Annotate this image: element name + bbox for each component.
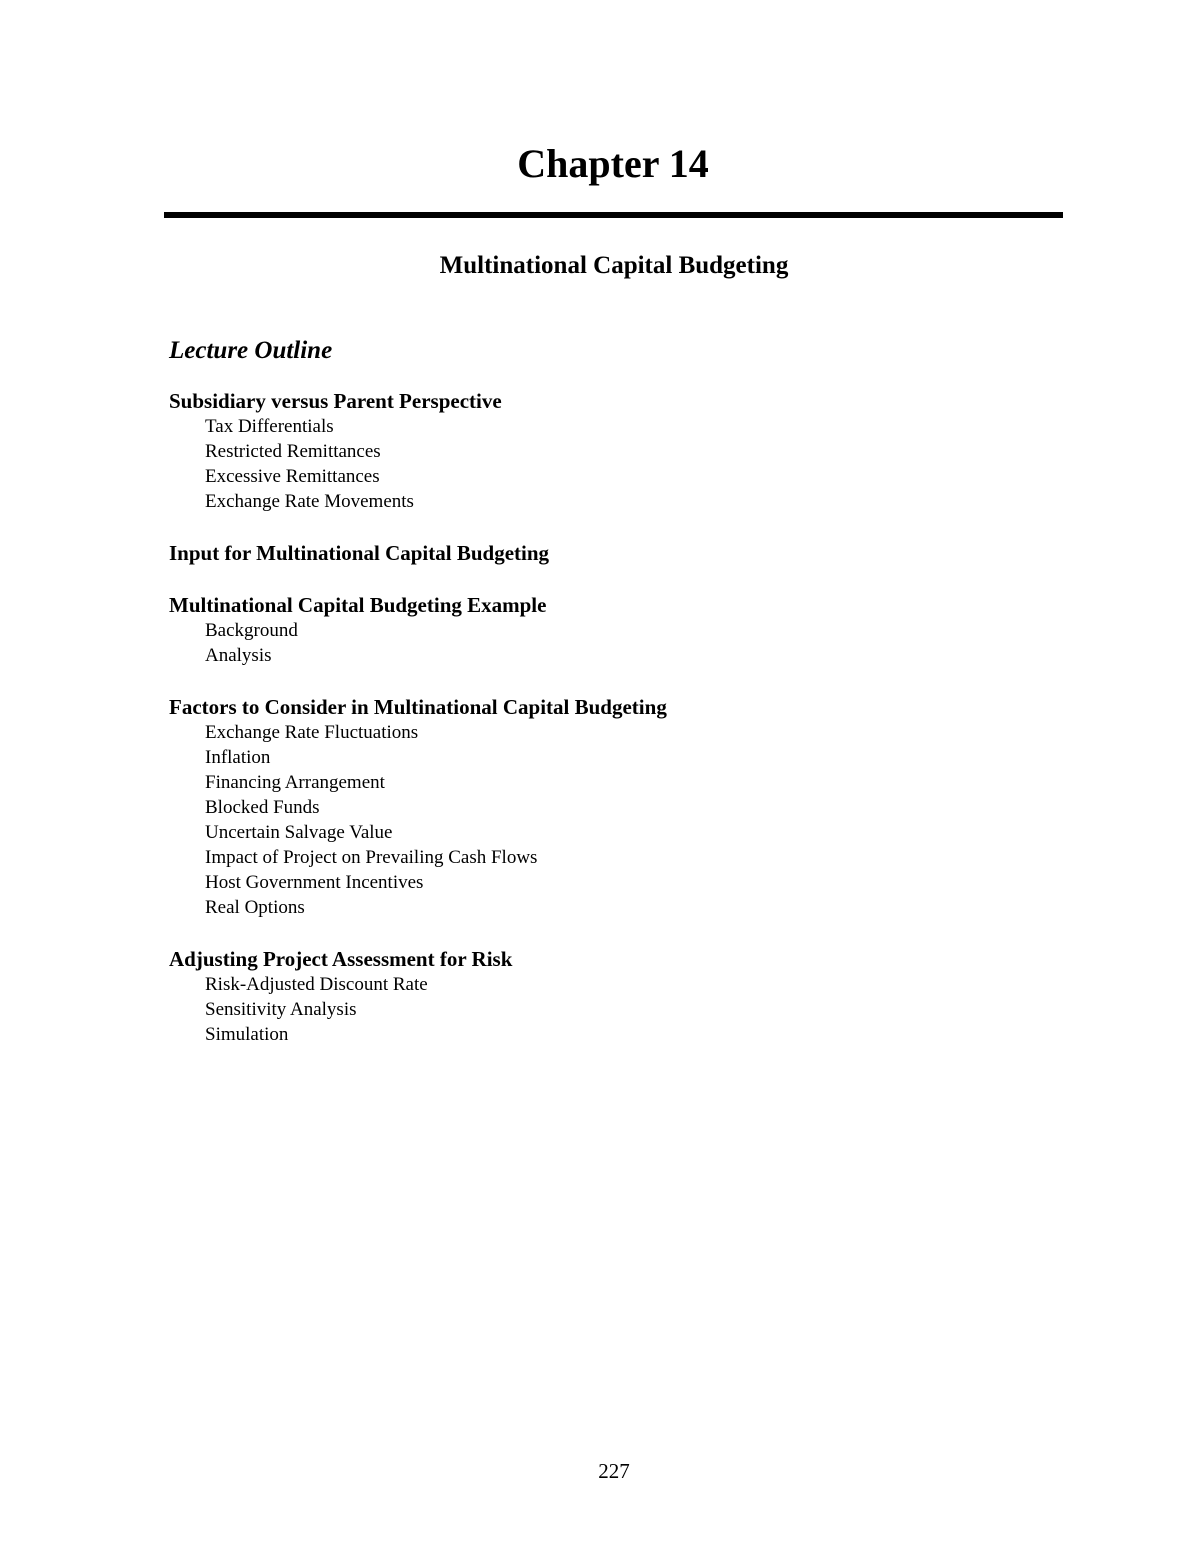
page-number: 227 bbox=[598, 1459, 630, 1483]
outline-section bbox=[169, 592, 1069, 668]
section-title: Input for Multinational Capital Budgeting bbox=[169, 541, 550, 565]
section-item: Financing Arrangement bbox=[205, 772, 385, 793]
section-item: Inflation bbox=[205, 747, 271, 768]
section-title: Subsidiary versus Parent Perspective bbox=[169, 389, 502, 413]
section-item: Restricted Remittances bbox=[205, 441, 381, 462]
outline-section bbox=[169, 540, 1069, 566]
section-item: Exchange Rate Fluctuations bbox=[205, 722, 419, 743]
section-item: Risk-Adjusted Discount Rate bbox=[205, 974, 428, 995]
section-item: Exchange Rate Movements bbox=[205, 491, 414, 512]
section-item: Background bbox=[205, 620, 298, 641]
section-item-list bbox=[169, 972, 1069, 1047]
section-title: Multinational Capital Budgeting Example bbox=[169, 593, 547, 617]
section-item: Real Options bbox=[205, 897, 305, 918]
section-item-list bbox=[169, 720, 1069, 920]
title-divider bbox=[164, 212, 1063, 218]
lecture-outline bbox=[169, 334, 1069, 1073]
section-item-list bbox=[169, 618, 1069, 668]
section-item: Tax Differentials bbox=[205, 416, 334, 437]
chapter-title: Chapter 14 bbox=[517, 141, 709, 186]
outline-heading: Lecture Outline bbox=[169, 337, 333, 364]
section-item: Simulation bbox=[205, 1024, 289, 1045]
chapter-subtitle: Multinational Capital Budgeting bbox=[439, 252, 789, 279]
section-title: Factors to Consider in Multinational Capital Budgeting bbox=[169, 695, 667, 719]
outline-section bbox=[169, 946, 1069, 1047]
section-item: Host Government Incentives bbox=[205, 872, 424, 893]
section-item: Blocked Funds bbox=[205, 797, 320, 818]
outline-section bbox=[169, 694, 1069, 920]
section-title: Adjusting Project Assessment for Risk bbox=[169, 947, 513, 971]
section-item: Excessive Remittances bbox=[205, 466, 380, 487]
section-item: Uncertain Salvage Value bbox=[205, 822, 393, 843]
outline-section bbox=[169, 388, 1069, 514]
section-item-list bbox=[169, 414, 1069, 514]
section-item: Impact of Project on Prevailing Cash Flows bbox=[205, 847, 538, 868]
section-item: Analysis bbox=[205, 645, 272, 666]
section-item: Sensitivity Analysis bbox=[205, 999, 357, 1020]
